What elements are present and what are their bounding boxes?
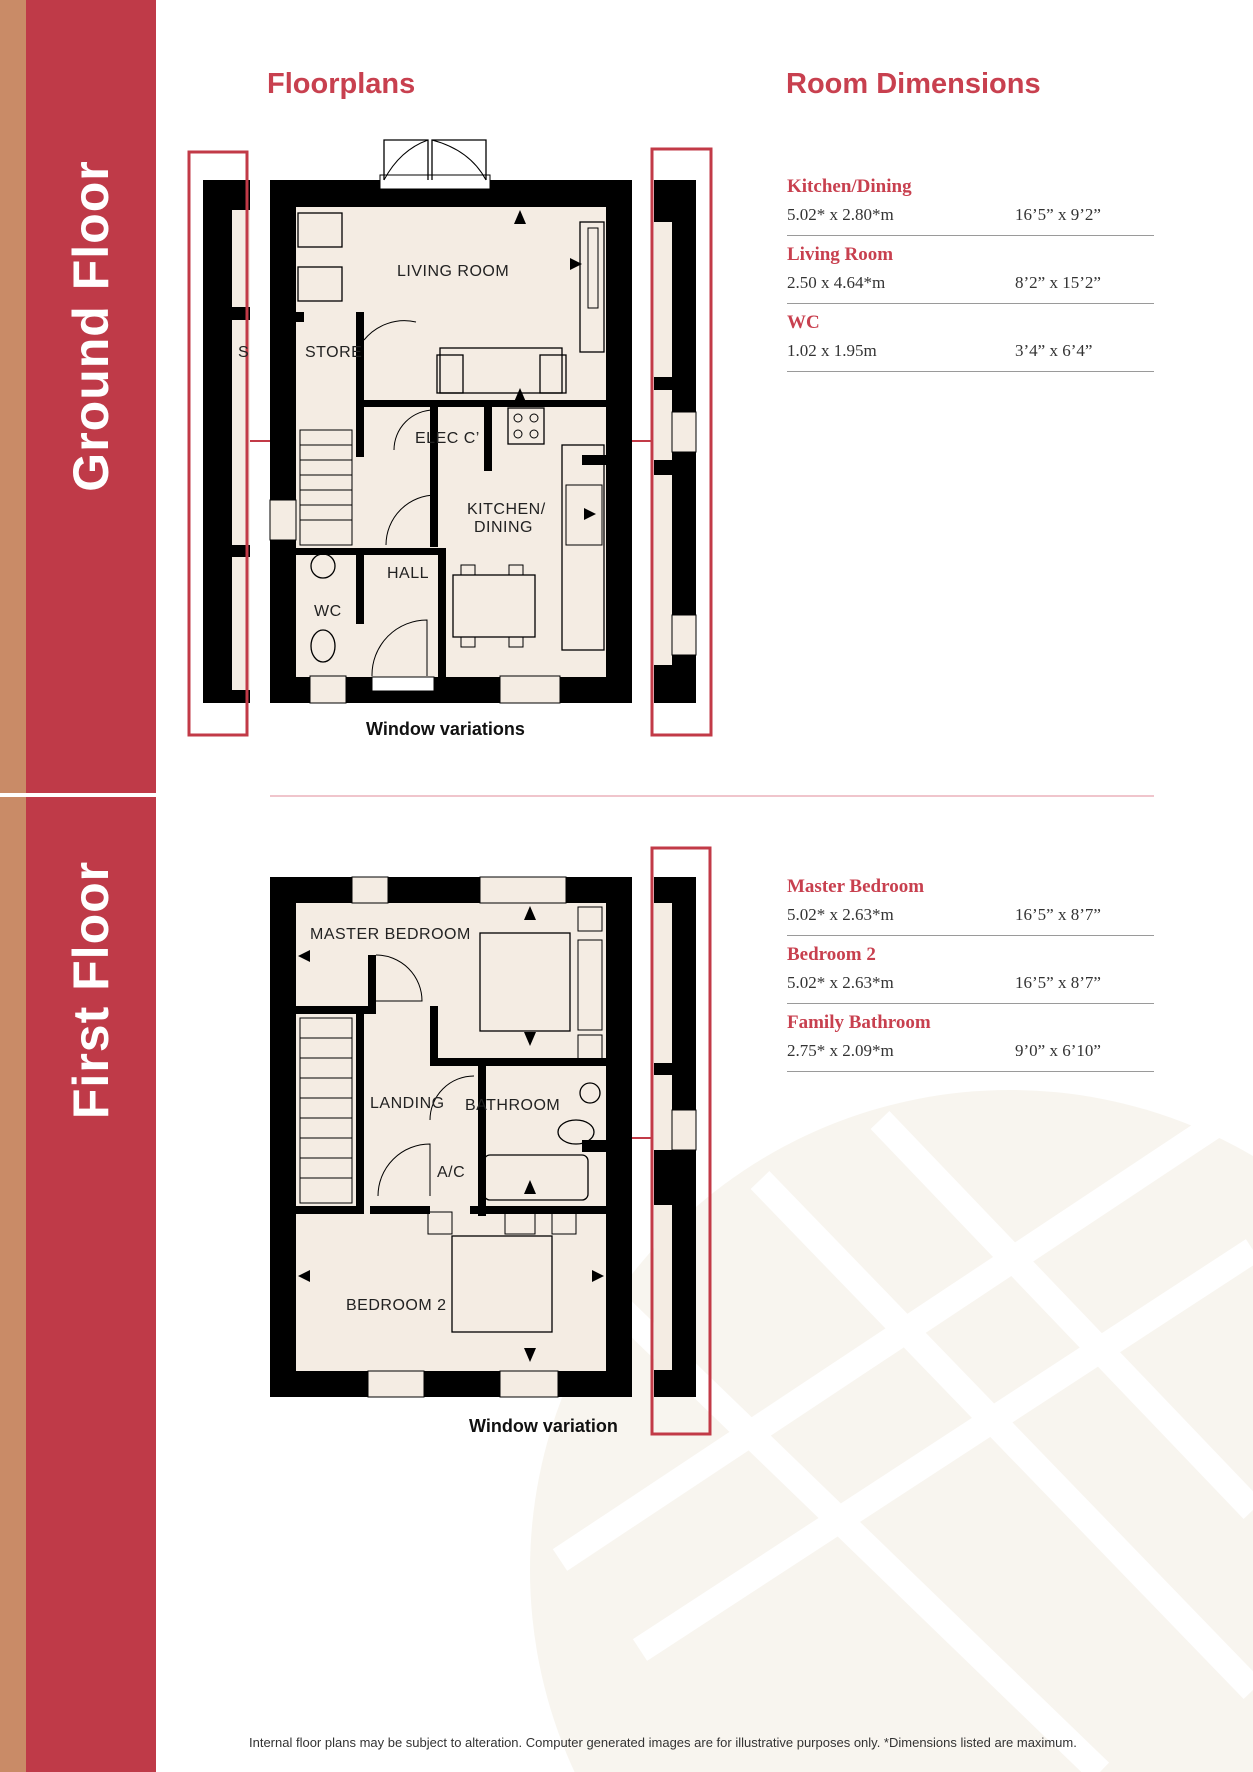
living-room-label: LIVING ROOM — [397, 263, 510, 280]
room-name: WC — [787, 312, 820, 333]
floorplans-heading: Floorplans — [267, 68, 416, 100]
room-metric: 2.50 x 4.64*m — [787, 273, 886, 292]
store-label: STORE — [305, 344, 363, 361]
first-floor-label: First Floor — [63, 860, 119, 1120]
room-metric: 5.02* x 2.63*m — [787, 973, 894, 992]
footnote: Internal floor plans may be subject to alteration. Computer generated images are for illustrative purposes only. *Dimensions listed are maximum. — [249, 1735, 1077, 1750]
ground-floor-label: Ground Floor — [63, 160, 119, 492]
room-metric: 5.02* x 2.80*m — [787, 205, 894, 224]
room-metric: 5.02* x 2.63*m — [787, 905, 894, 924]
room-imperial: 9’0” x 6’10” — [1015, 1041, 1101, 1060]
first-floor-window-variation — [630, 848, 710, 1434]
room-name: Master Bedroom — [787, 876, 925, 897]
room-metric: 2.75* x 2.09*m — [787, 1041, 894, 1060]
room-metric: 1.02 x 1.95m — [787, 341, 877, 360]
first-floor-house — [270, 877, 632, 1397]
kitchen-label-line2: DINING — [474, 519, 533, 536]
room-name: Family Bathroom — [787, 1012, 931, 1033]
room-imperial: 16’5” x 9’2” — [1015, 205, 1101, 224]
room-name: Living Room — [787, 244, 894, 265]
first-floor-caption: Window variation — [469, 1416, 618, 1436]
kitchen-label-line1: KITCHEN/ — [467, 501, 546, 518]
bathroom-label: BATHROOM — [465, 1097, 561, 1114]
room-dimensions-heading: Room Dimensions — [786, 68, 1041, 100]
ground-floor-caption: Window variations — [366, 719, 525, 739]
room-name: Kitchen/Dining — [787, 176, 912, 197]
landing-label: LANDING — [370, 1095, 445, 1112]
room-name: Bedroom 2 — [787, 944, 876, 965]
elec-cupboard-label: ELEC C’ — [415, 430, 480, 447]
room-imperial: 3’4” x 6’4” — [1015, 341, 1093, 360]
bedroom2-label: BEDROOM 2 — [346, 1297, 447, 1314]
room-imperial: 8’2” x 15’2” — [1015, 273, 1101, 292]
room-imperial: 16’5” x 8’7” — [1015, 905, 1101, 924]
master-bedroom-label: MASTER BEDROOM — [310, 926, 471, 943]
partial-room-label: S — [238, 344, 250, 361]
airing-cupboard-label: A/C — [437, 1164, 466, 1181]
hall-label: HALL — [387, 565, 430, 582]
wc-label: WC — [314, 603, 342, 620]
room-imperial: 16’5” x 8’7” — [1015, 973, 1101, 992]
